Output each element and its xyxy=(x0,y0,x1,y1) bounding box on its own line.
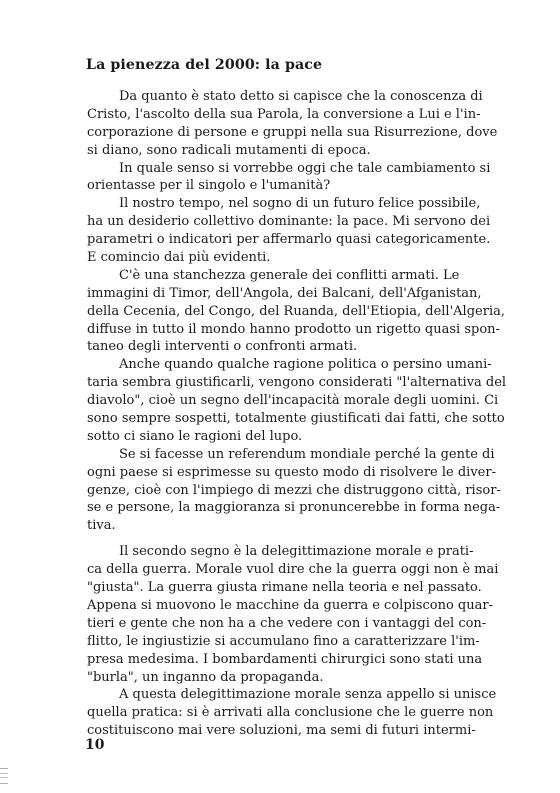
text-line: Il nostro tempo, nel sogno di un futuro felice possibile, xyxy=(119,196,481,212)
text-line: orientasse per il singolo e l'umanità? xyxy=(87,178,331,194)
text-line: ca della guerra. Morale vuol dire che la guerra oggi non è mai xyxy=(87,562,499,578)
text-line: ogni paese si esprimesse su questo modo di risolvere le diver- xyxy=(87,464,496,480)
text-line: diavolo", cioè un segno dell'incapacità morale degli uomini. Ci xyxy=(87,393,499,409)
text-line: Anche quando qualche ragione politica o persino umani- xyxy=(119,357,492,373)
text-line: taria sembra giustificarli, vengono considerati "l'alternativa del xyxy=(87,375,507,391)
text-line: Se si facesse un referendum mondiale perché la gente di xyxy=(119,446,495,462)
text-line: ha un desiderio collettivo dominante: la pace. Mi servono dei xyxy=(87,214,491,230)
body-text xyxy=(87,88,523,740)
text-line: immagini di Timor, dell'Angola, dei Balcani, dell'Afganistan, xyxy=(87,285,482,301)
text-line: parametri o indicatori per affermarlo quasi categoricamente. xyxy=(87,232,491,248)
text-line: C'è una stanchezza generale dei conflitti armati. Le xyxy=(119,267,460,283)
text-line: quella pratica: si è arrivati alla conclusione che le guerre non xyxy=(87,705,494,721)
text-line: Da quanto è stato detto si capisce che la conoscenza di xyxy=(119,89,483,104)
text-line: A questa delegittimazione morale senza appello si unisce xyxy=(119,687,497,703)
text-line: E comincio dai più evidenti. xyxy=(87,250,271,266)
text-line: presa medesima. I bombardamenti chirurgici sono stati una xyxy=(87,651,483,667)
text-line: corporazione di persone e gruppi nella sua Risurrezione, dove xyxy=(87,124,498,140)
text-line: taneo degli interventi o confronti armati. xyxy=(87,339,358,355)
text-line: In quale senso si vorrebbe oggi che tale cambiamento si xyxy=(119,160,491,176)
page-number: 10 xyxy=(85,737,105,753)
text-line: tiva. xyxy=(87,518,116,534)
text-line: diffuse in tutto il mondo hanno prodotto un rigetto quasi spon- xyxy=(87,321,500,337)
text-line: Cristo, l'ascolto della sua Parola, la conversione a Lui e l'in- xyxy=(87,106,481,122)
text-line: "burla", un inganno da propaganda. xyxy=(87,669,324,685)
text-line: della Cecenia, del Congo, del Ruanda, dell'Etiopia, dell'Algeria, xyxy=(87,303,505,319)
text-line: Appena si muovono le macchine da guerra e colpiscono quar- xyxy=(87,597,493,613)
text-line: sono sempre sospetti, totalmente giustificati dai fatti, che sotto xyxy=(87,411,505,427)
text-line: "giusta". La guerra giusta rimane nella teoria e nel passato. xyxy=(87,580,482,596)
text-line: flitto, le ingiustizie si accumulano fino a caratterizzare l'im- xyxy=(87,633,480,649)
text-line: si diano, sono radicali mutamenti di epoca. xyxy=(87,142,371,158)
text-line: costituiscono mai vere soluzioni, ma semi di futuri intermi- xyxy=(87,723,476,739)
text-line: se e persone, la maggioranza si pronuncerebbe in forma nega- xyxy=(87,500,501,516)
text-line: tieri e gente che non ha a che vedere con i vantaggi del con- xyxy=(87,615,487,631)
section-heading: La pienezza del 2000: la pace xyxy=(86,57,323,73)
text-line: Il secondo segno è la delegittimazione morale e prati- xyxy=(119,544,474,560)
scan-edge-mark xyxy=(0,768,8,784)
text-line: sotto ci siano le ragioni del lupo. xyxy=(87,428,303,444)
text-line: genze, cioè con l'impiego di mezzi che distruggono città, risor- xyxy=(87,482,501,498)
